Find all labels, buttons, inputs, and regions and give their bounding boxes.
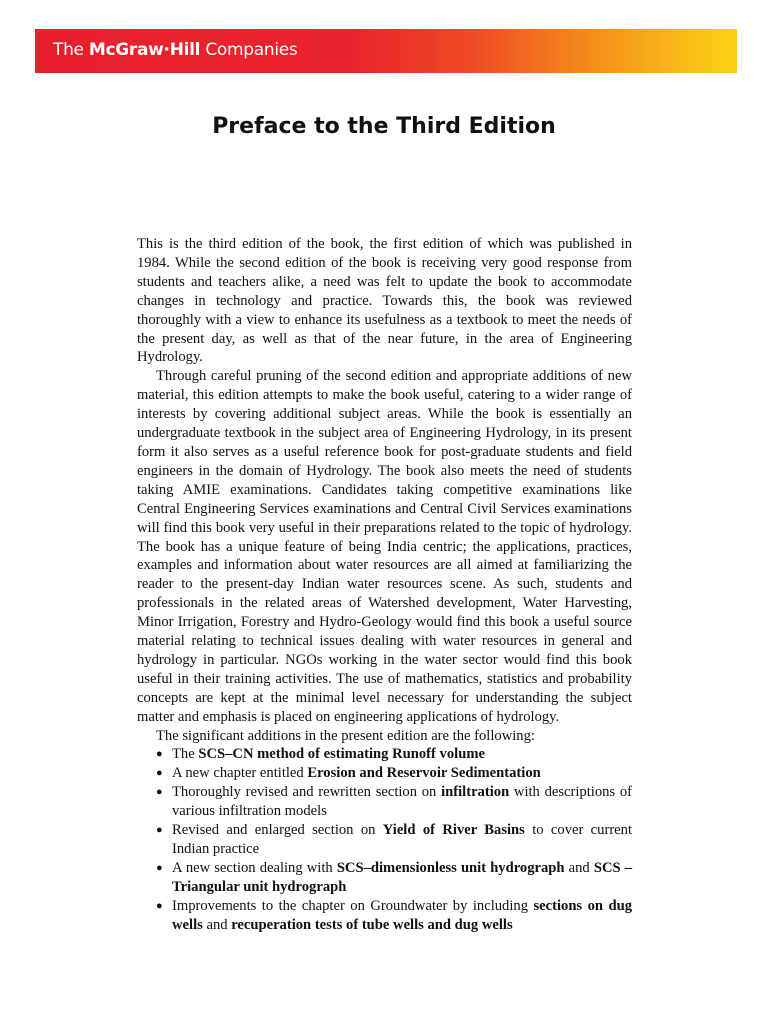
- list-item: ● A new chapter entitled Erosion and Reservoir Sedimentation: [156, 765, 541, 782]
- bullet-icon: ●: [156, 899, 163, 912]
- bullet-icon: ●: [156, 748, 163, 761]
- publisher-banner: [35, 29, 737, 73]
- brand-prefix: The: [53, 40, 89, 60]
- paragraph-2: Through careful pruning of the second edition and appropriate additions of new material, this edition attempts to make the book useful, catering to a wider range of interests by covering additional subject areas. While the book is essentially an undergraduate textbook in the subject area of Engineering Hydrology, in its present form it also serves as a useful reference book for post-graduate students and field engineers in the domain of Hydrology. The book also meets the need of students taking AMIE examinations. Candidates taking competitive examinations like Central Engineering Services examinations and Central Civil Services examinations will find this book very useful in their preparations related to the topic of hydrology. The book has a unique feature of being India centric; the applications, practices, examples and information about water resources are all aimed at familiarizing the reader to the present-day Indian water resources scene. As such, students and professionals in the related areas of Watershed development, Water Harvesting, Minor Irrigation, Forestry and Hydro-Geology would find this book a useful source material relating to technical issues dealing with water resources in general and hydrology in particular. NGOs working in the water sector would find this book useful in their training activities. The use of mathematics, statistics and probability concepts are kept at the minimal level necessary for understanding the subject matter and emphasis is placed on engineering applications of hydrology.: [137, 368, 632, 725]
- bullet-icon: ●: [156, 786, 163, 799]
- paragraph-1: This is the third edition of the book, the first edition of which was published in 1984. While the second edition of the book is receiving very good response from students and teachers alike, a need was felt to update the book to accommodate changes in technology and practice. Towards this, the book was reviewed thoroughly with a view to enhance its usefulness as a textbook to meet the needs of the present day, as well as that of the near future, in the area of Engineering Hydrology.: [137, 236, 632, 366]
- bullet-icon: ●: [156, 824, 163, 837]
- list-item: ● Revised and enlarged section on Yield of River Basins to cover current Indian practice: [156, 822, 633, 857]
- brand-suffix: Companies: [200, 40, 298, 60]
- bullet-icon: ●: [156, 861, 163, 874]
- list-item: ● Improvements to the chapter on Groundwater by including sections on dug wells and recuperation tests of tube wells and dug wells: [156, 897, 632, 933]
- list-item: ● A new section dealing with SCS–dimensionless unit hydrograph and SCS –Triangular unit hydrograph: [156, 859, 633, 895]
- publisher-logo: [53, 40, 297, 60]
- additions-list: [137, 745, 632, 934]
- brand-name: McGraw·Hill: [88, 40, 201, 60]
- page-title: Preface to the Third Edition: [212, 114, 556, 139]
- bullet-icon: ●: [156, 767, 163, 780]
- list-item: ● Thoroughly revised and rewritten section on infiltration with descriptions of various infiltration models: [156, 784, 632, 820]
- list-item: ● The SCS–CN method of estimating Runoff volume: [156, 746, 485, 763]
- preface-body: [137, 235, 632, 935]
- additions-intro: The significant additions in the present edition are the following:: [156, 727, 535, 744]
